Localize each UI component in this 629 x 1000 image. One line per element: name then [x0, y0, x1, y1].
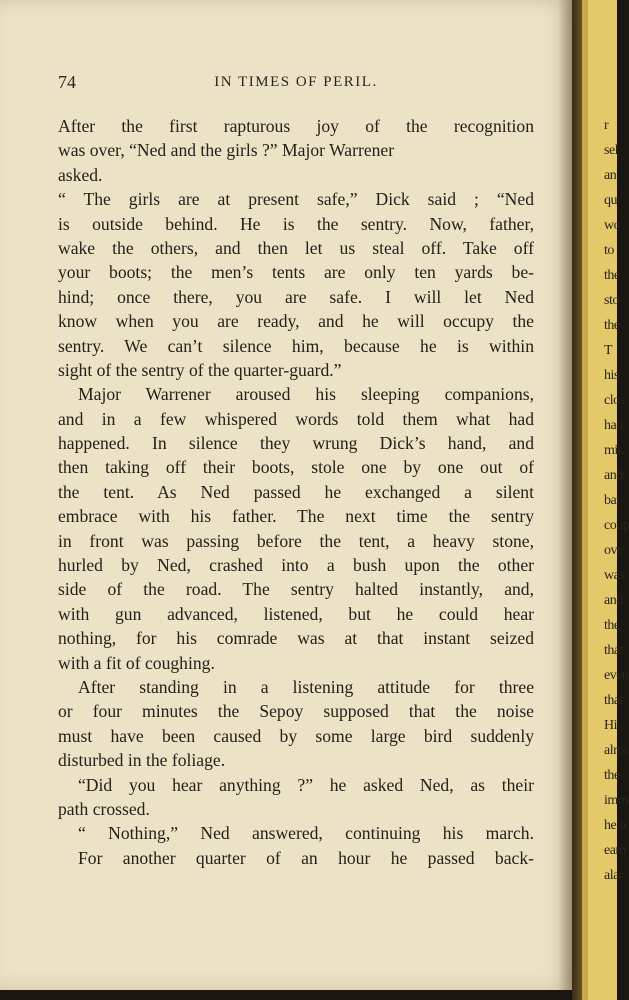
book-gutter: [572, 0, 582, 1000]
text-line: path crossed.: [58, 798, 150, 819]
facing-page-fragment: that: [604, 643, 623, 658]
facing-page-fragment: alar: [604, 868, 623, 883]
text-line: is outside behind. He is the sentry. Now, father,: [58, 213, 534, 234]
text-line: the tent. As Ned passed he exchanged a silent: [58, 481, 534, 502]
facing-page-fragment: the: [604, 318, 620, 333]
page-shadow: [558, 0, 572, 990]
facing-page-fragment: the: [604, 768, 620, 783]
text-line: was over, “Ned and the girls ?” Major Warrener: [58, 140, 395, 161]
text-line: with a fit of coughing.: [58, 652, 215, 673]
running-title: IN TIMES OF PERIL.: [214, 74, 378, 90]
facing-page-fragment: that: [604, 693, 623, 708]
facing-page-fragment: qu: [604, 193, 617, 208]
text-line: know when you are ready, and he will occupy the: [58, 311, 534, 332]
facing-page-fragment: even: [604, 668, 629, 683]
text-line: disturbed in the foliage.: [58, 750, 226, 771]
text-line: then taking off their boots, stole one by one out of: [58, 457, 534, 478]
facing-page-fragment: Hi: [604, 718, 617, 733]
facing-page-fragment: ove: [604, 543, 623, 558]
facing-page-fragment: wo: [604, 218, 621, 233]
facing-page-fragment: clos: [604, 393, 625, 408]
body-text: [58, 114, 534, 870]
text-line: side of the road. The sentry halted instantly, and,: [58, 579, 534, 600]
text-line: After standing in a listening attitude for three: [78, 676, 534, 697]
text-line: After the first rapturous joy of the recognition: [58, 116, 534, 136]
text-line: in front was passing before the tent, a heavy stone,: [58, 530, 534, 551]
facing-page-fragment: r: [604, 118, 609, 133]
text-line: wake the others, and then let us steal off. Take off: [58, 237, 534, 258]
facing-page-fragment: eam: [604, 843, 626, 858]
text-line: sight of the sentry of the quarter-guard.”: [58, 359, 342, 380]
text-line: happened. In silence they wrung Dick’s hand, and: [58, 433, 534, 454]
facing-page-fragment: and: [604, 468, 623, 483]
text-line: “Did you hear anything ?” he asked Ned, as their: [78, 774, 534, 795]
facing-page-fragment: sto: [604, 293, 619, 308]
facing-page-fragment: to: [604, 243, 614, 258]
text-line: Major Warrener aroused his sleeping companions,: [78, 384, 534, 405]
facing-page-fragment: he b: [604, 818, 626, 833]
facing-page-fragment: and: [604, 593, 623, 608]
facing-page-fragment: was: [604, 568, 625, 583]
text-line: sentry. We can’t silence him, because he is within: [58, 335, 534, 356]
text-line: embrace with his father. The next time the sentry: [58, 506, 534, 527]
text-line: must have been caused by some large bird suddenly: [58, 725, 534, 746]
facing-page-fragment: had: [604, 418, 623, 433]
page-header: [58, 72, 534, 96]
text-line: hind; once there, you are safe. I will let Ned: [58, 286, 534, 307]
page-number: 74: [58, 72, 76, 92]
text-line: nothing, for his comrade was at that instant seized: [58, 628, 534, 649]
facing-page-fragment: imm: [604, 793, 629, 808]
text-line: For another quarter of an hour he passed back-: [78, 847, 534, 868]
facing-page-fragment: the: [604, 268, 620, 283]
facing-page-fragment: T: [604, 343, 613, 358]
facing-page-fragment: coup: [604, 518, 629, 533]
facing-page-fragment: his: [604, 368, 619, 383]
facing-page-fragment: bat: [604, 493, 620, 508]
facing-page-fragment: sel: [604, 143, 619, 158]
text-line: hurled by Ned, crashed into a bush upon the other: [58, 555, 534, 576]
text-line: or four minutes the Sepoy supposed that the noise: [58, 701, 534, 722]
text-line: with gun advanced, listened, but he could hear: [58, 603, 534, 624]
facing-page-fragment: mis: [604, 443, 623, 458]
text-line: asked.: [58, 164, 103, 185]
text-line: “ Nothing,” Ned answered, continuing his march.: [78, 823, 534, 844]
facing-page-fragment: alrea: [604, 743, 629, 758]
text-line: “ The girls are at present safe,” Dick said ; “Ned: [58, 189, 534, 210]
facing-page-fragment: the: [604, 618, 620, 633]
text-line: and in a few whispered words told them what had: [58, 408, 534, 429]
text-line: your boots; the men’s tents are only ten yards be-: [58, 262, 534, 283]
facing-page-edge: [582, 0, 629, 1000]
page-edge-shading: [582, 0, 588, 1000]
facing-page-fragment: an: [604, 168, 617, 183]
